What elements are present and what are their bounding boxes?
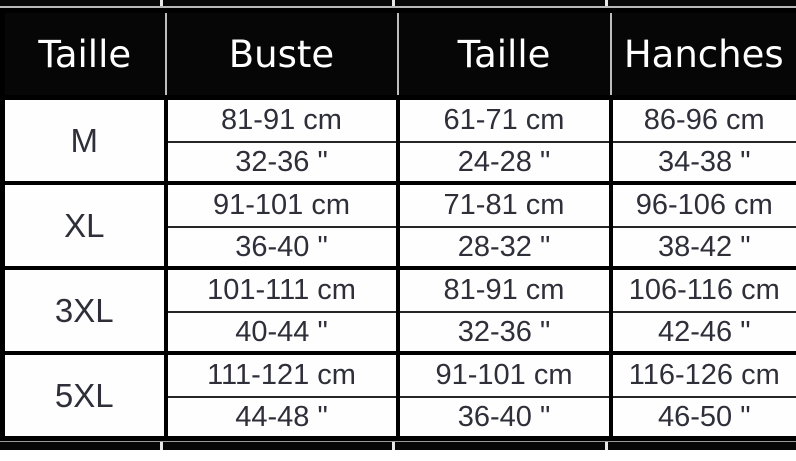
hips-inches: 38-42 " — [611, 227, 796, 268]
size-label: XL — [3, 183, 166, 268]
bottom-crop-band — [0, 441, 796, 450]
bust-cm: 91-101 cm — [166, 183, 398, 227]
waist-cm: 71-81 cm — [398, 183, 611, 227]
waist-inches: 24-28 " — [398, 142, 611, 183]
column-border-tick — [160, 442, 163, 450]
column-border-tick — [605, 442, 608, 450]
waist-cm: 61-71 cm — [398, 98, 611, 143]
hips-inches: 42-46 " — [611, 312, 796, 353]
bust-inches: 32-36 " — [166, 142, 398, 183]
bust-inches: 44-48 " — [166, 397, 398, 439]
size-label: 3XL — [3, 268, 166, 353]
table-row — [3, 183, 796, 227]
header-waist: Taille — [398, 11, 611, 98]
waist-cm: 81-91 cm — [398, 268, 611, 312]
size-label: M — [3, 98, 166, 184]
bust-inches: 40-44 " — [166, 312, 398, 353]
column-border-tick — [392, 0, 395, 6]
bust-cm: 111-121 cm — [166, 353, 398, 397]
waist-inches: 36-40 " — [398, 397, 611, 439]
waist-cm: 91-101 cm — [398, 353, 611, 397]
bust-cm: 81-91 cm — [166, 98, 398, 143]
table-row — [3, 353, 796, 397]
hips-cm: 106-116 cm — [611, 268, 796, 312]
column-border-tick — [160, 0, 163, 6]
header-hips: Hanches — [611, 11, 796, 98]
header-size: Taille — [3, 11, 166, 98]
table-row — [3, 268, 796, 312]
hips-inches: 46-50 " — [611, 397, 796, 439]
top-crop-band — [0, 0, 796, 8]
waist-inches: 32-36 " — [398, 312, 611, 353]
size-chart-table — [0, 8, 796, 441]
header-bust: Buste — [166, 11, 398, 98]
column-border-tick — [605, 0, 608, 6]
bust-inches: 36-40 " — [166, 227, 398, 268]
waist-inches: 28-32 " — [398, 227, 611, 268]
table-header-row — [3, 11, 796, 98]
size-label: 5XL — [3, 353, 166, 439]
hips-cm: 96-106 cm — [611, 183, 796, 227]
hips-cm: 86-96 cm — [611, 98, 796, 143]
bust-cm: 101-111 cm — [166, 268, 398, 312]
hips-inches: 34-38 " — [611, 142, 796, 183]
table-row — [3, 98, 796, 143]
hips-cm: 116-126 cm — [611, 353, 796, 397]
column-border-tick — [392, 442, 395, 450]
